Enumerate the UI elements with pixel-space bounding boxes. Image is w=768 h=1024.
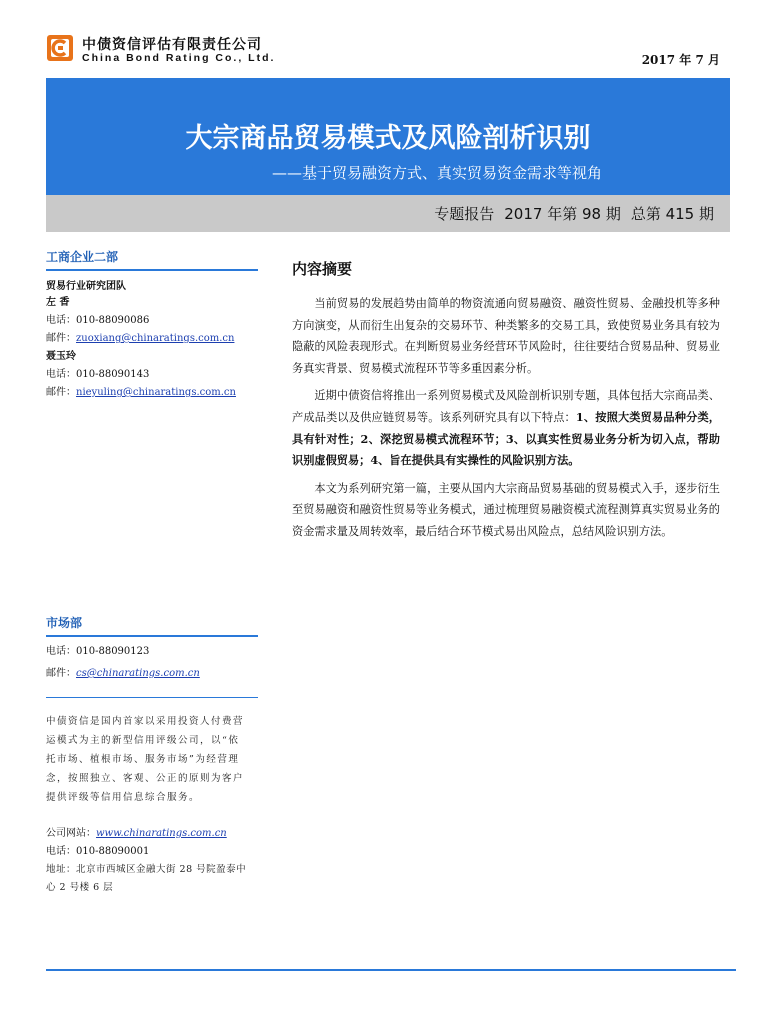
website-line xyxy=(46,825,258,843)
sidebar xyxy=(46,248,258,897)
contact-email-line xyxy=(46,330,258,348)
paragraph-bold-text: 1、按照大类贸易品种分类，具有针对性；2、深挖贸易模式流程环节；3、以真实性贸易业务分析为切入点，帮助识别虚假贸易；4、旨在提供具有实操性的风险识别方法。 xyxy=(292,409,720,468)
company-phone: 电话：010-88090001 xyxy=(46,846,150,857)
main-content xyxy=(292,258,720,549)
report-type: 专题报告 xyxy=(434,205,495,223)
page-header xyxy=(0,0,768,78)
company-name-en: China Bond Rating Co., Ltd. xyxy=(82,52,276,64)
total-issue-number: 总第 415 期 xyxy=(630,205,714,223)
contact-email-link[interactable]: nieyuling@chinaratings.com.cn xyxy=(76,387,236,398)
market-phone: 电话：010-88090123 xyxy=(46,646,150,657)
report-title: 大宗商品贸易模式及风险剖析识别 xyxy=(185,123,591,154)
company-about: 中债资信是国内首家以采用投资人付费营运模式为主的新型信用评级公司，以“依托市场、植根市场、服务市场”为经营理念，按照独立、客观、公正的原则为客户提供评级等信用信息综合服务。 xyxy=(46,716,245,803)
abstract-paragraph xyxy=(292,385,720,471)
company-logo-icon xyxy=(46,34,74,62)
report-date: 2017 年 7 月 xyxy=(641,53,720,67)
issue-bar xyxy=(46,195,730,232)
company-name-cn: 中债资信评估有限责任公司 xyxy=(82,37,262,53)
divider xyxy=(46,635,258,637)
email-label: 邮件： xyxy=(46,387,76,398)
abstract-paragraph: 当前贸易的发展趋势由简单的物资流通向贸易融资、融资性贸易、金融投机等多种方向演变，从而衍生出复杂的交易环节、种类繁多的交易工具，致使贸易业务具有较为隐蔽的风险表现形式。在判断贸易业务经营环节风险时，往往要结合贸易品种、贸易业务真实背景、贸易模式流程环节等多重因素分析。 xyxy=(292,297,720,375)
paragraph-text: 近期中债资信将推出一系列贸易模式及风险剖析识别专题，具体包括大宗商品类、产成品类以及供应链贸易等。该系列研究具有以下特点： xyxy=(292,389,720,424)
company-address: 地址：北京市西城区金融大街 28 号院盈泰中心 2 号楼 6 层 xyxy=(46,864,247,893)
market-email-line xyxy=(46,665,258,683)
issue-info xyxy=(424,203,714,224)
market-email-link[interactable]: cs@chinaratings.com.cn xyxy=(76,668,200,679)
contact-email-line xyxy=(46,384,258,402)
team-name: 贸易行业研究团队 xyxy=(46,281,126,292)
abstract-paragraph: 本文为系列研究第一篇，主要从国内大宗商品贸易基础的贸易模式入手，逐步衍生至贸易融资和融资性贸易等业务模式，通过梳理贸易融资模式流程测算真实贸易业务的资金需求量及周转效率，最后结合环节模式易出风险点，总结风险识别方法。 xyxy=(292,481,720,538)
issue-number: 2017 年第 98 期 xyxy=(504,205,621,223)
divider xyxy=(46,269,258,271)
website-label: 公司网站： xyxy=(46,828,96,839)
email-label: 邮件： xyxy=(46,668,76,679)
contact-name: 左 香 xyxy=(46,297,70,308)
dept-title: 工商企业二部 xyxy=(46,250,119,264)
email-label: 邮件： xyxy=(46,333,76,344)
title-banner xyxy=(46,78,730,195)
footer-divider xyxy=(46,969,736,971)
website-link[interactable]: www.chinaratings.com.cn xyxy=(96,828,227,839)
contact-phone: 电话：010-88090143 xyxy=(46,369,150,380)
dept-title: 市场部 xyxy=(46,616,83,630)
contact-email-link[interactable]: zuoxiang@chinaratings.com.cn xyxy=(76,333,235,344)
divider xyxy=(46,697,258,698)
report-subtitle: ——基于贸易融资方式、真实贸易资金需求等视角 xyxy=(271,164,602,182)
contact-phone: 电话：010-88090086 xyxy=(46,315,150,326)
contact-name: 聂玉玲 xyxy=(46,351,76,362)
spacer xyxy=(46,402,258,614)
abstract-title: 内容摘要 xyxy=(292,260,353,278)
